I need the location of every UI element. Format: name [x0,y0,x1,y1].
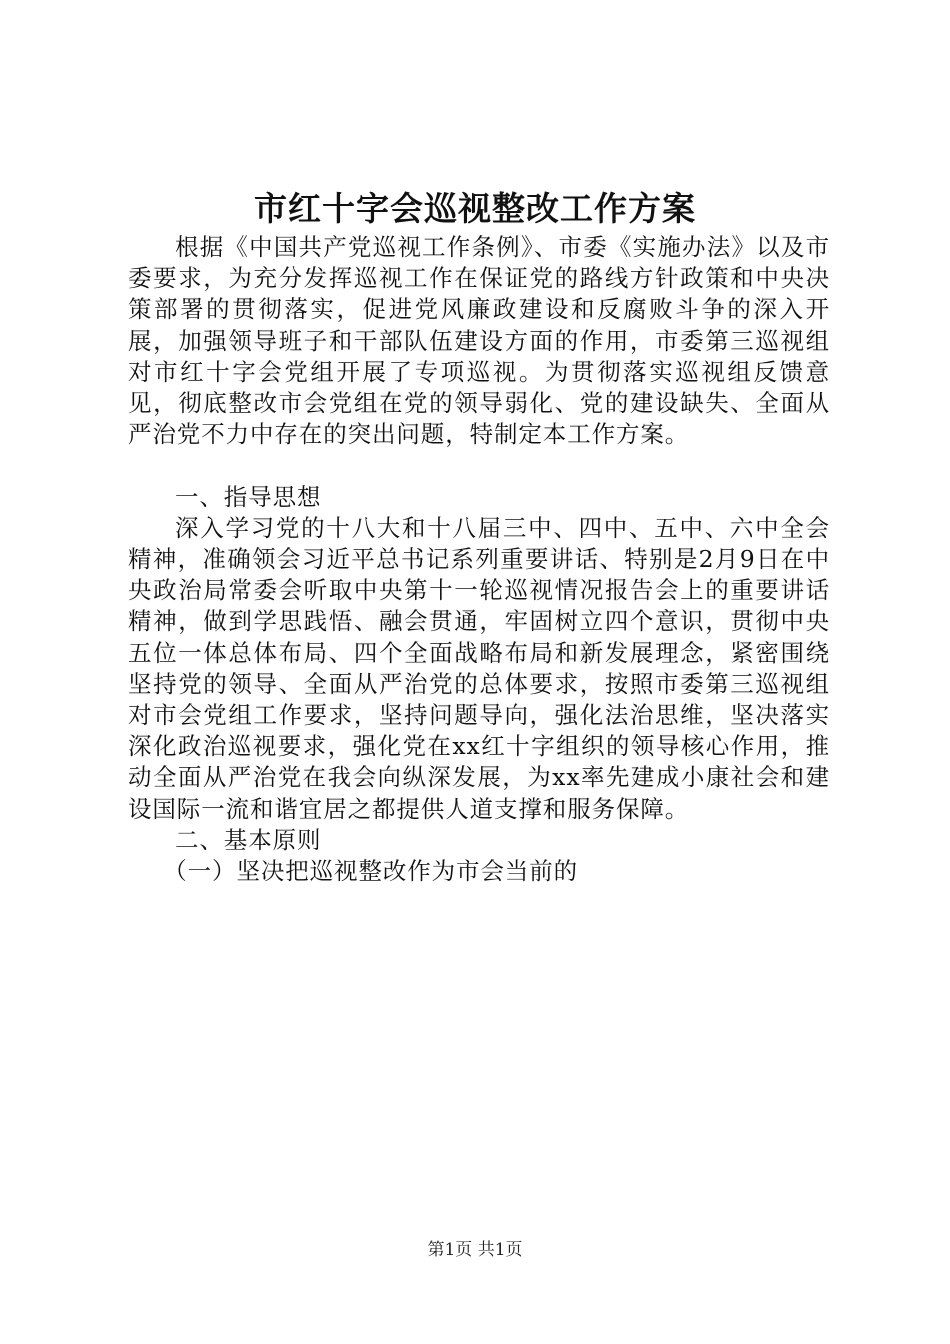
document-body [128,232,830,887]
guiding-ideology-paragraph: 深入学习党的十八大和十八届三中、四中、五中、六中全会精神，准确领会习近平总书记系列重要讲话、特别是2月9日在中央政治局常委会听取中央第十一轮巡视情况报告会上的重要讲话精神，做到学思践悟、融会贯通，牢固树立四个意识，贯彻中央五位一体总体布局、四个全面战略布局和新发展理念，紧密围绕坚持党的领导、全面从严治党的总体要求，按照市委第三巡视组对市会党组工作要求，坚持问题导向，强化法治思维，坚决落实深化政治巡视要求，强化党在xx红十字组织的领导核心作用，推动全面从严治党在我会向纵深发展，为xx率先建成小康社会和建设国际一流和谐宜居之都提供人道支撑和服务保障。 [128,513,830,823]
section-heading-basic-principles: 二、基本原则 [175,825,322,854]
page-footer: 第1页 共1页 [427,1240,523,1260]
paragraph-spacer [128,450,830,481]
intro-paragraph: 根据《中国共产党巡视工作条例》、市委《实施办法》以及市委要求，为充分发挥巡视工作在保证党的路线方针政策和中央决策部署的贯彻落实，促进党风廉政建设和反腐败斗争的深入开展，加强领导班子和干部队伍建设方面的作用，市委第三巡视组对市红十字会党组开展了专项巡视。为贯彻落实巡视组反馈意见，彻底整改市会党组在党的领导弱化、党的建设缺失、全面从严治党不力中存在的突出问题，特制定本工作方案。 [128,233,830,449]
section-heading-guiding-ideology: 一、指导思想 [175,482,322,511]
document-title: 市红十字会巡视整改工作方案 [254,189,696,228]
basic-principles-item-1: （一）坚决把巡视整改作为市会当前的 [163,857,579,886]
